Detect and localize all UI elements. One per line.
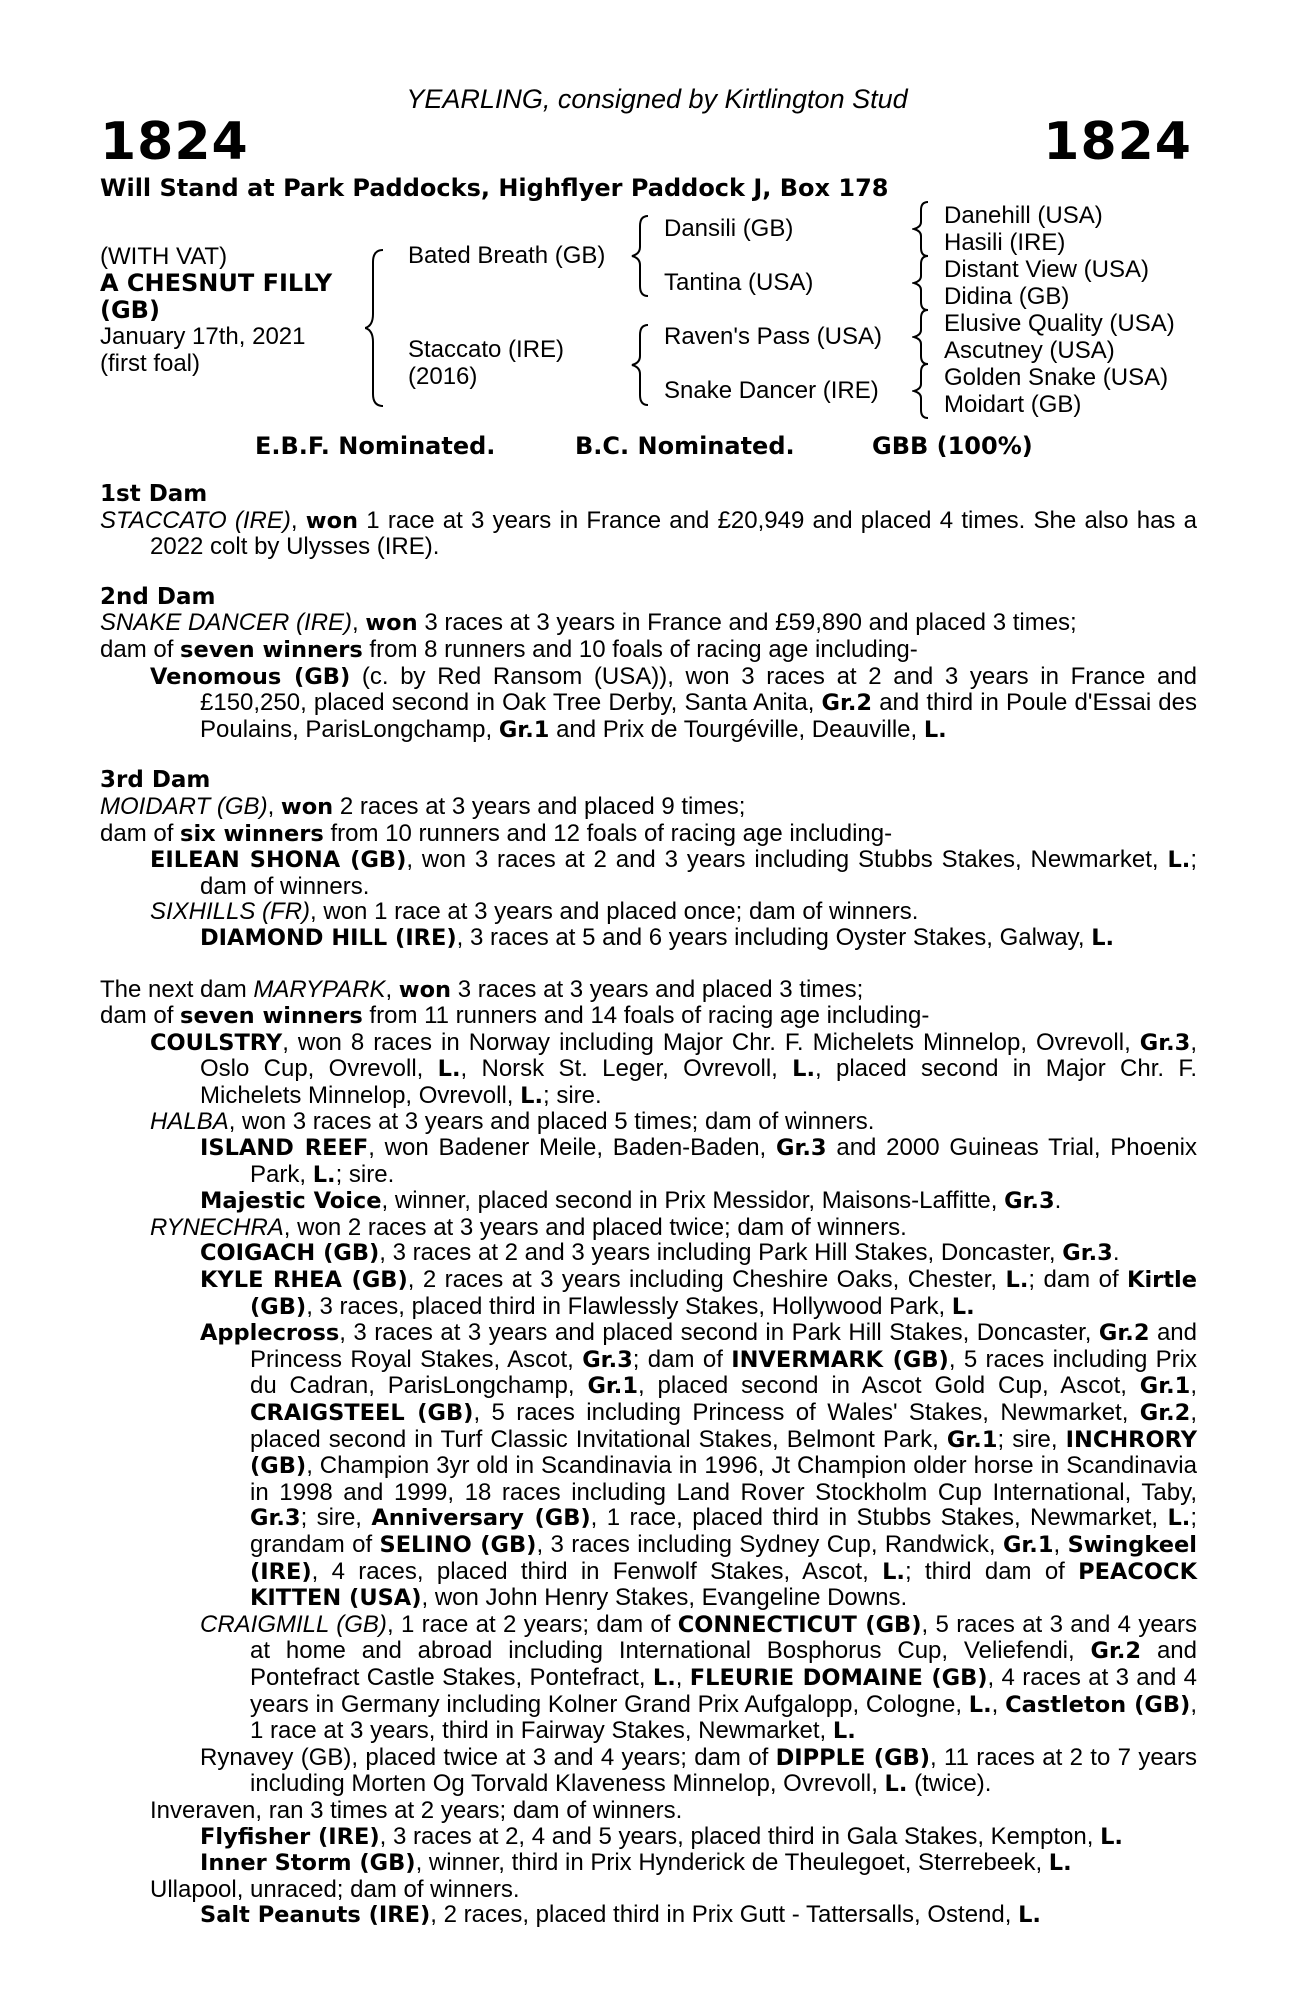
ebf-nomination: E.B.F. Nominated. <box>255 432 496 460</box>
horse-name-line2: (GB) <box>100 296 160 324</box>
progeny-entry: Inner Storm (GB), winner, third in Prix Hynderick de Theulegoet, Sterrebeek, L. <box>200 1849 1072 1877</box>
progeny-entry: Flyfisher (IRE), 3 races at 2, 4 and 5 years, placed third in Gala Stakes, Kempton, L. <box>200 1822 1123 1850</box>
progeny-entry: Applecross, 3 races at 3 years and placed second in Park Hill Stakes, Doncaster, Gr.2 and Princess Royal Stakes, Ascot, Gr.3; dam of INVERMARK (GB), 5 races including Prix du Cadran, ParisLongchamp, Gr.1, placed second in Ascot Gold Cup, Ascot, Gr.1, CRAIGSTEEL (GB), 5 races including Princess of Wales' Stakes, Newmarket, Gr.2, placed second in Turf Classic Invitational Stakes, Belmont Park, Gr.1; sire, INCHRORY (GB), Champion 3yr old in Scandinavia in 1996, Jt Champion older horse in Scandinavia in 1998 and 1999, 18 races including Land Rover Stockholm Cup International, Taby, Gr.3; sire, Anniversary (GB), 1 race, placed third in Stubbs Stakes, Newmarket, L.; grandam of SELINO (GB), 3 races including Sydney Cup, Randwick, Gr.1, Swingkeel (IRE), 4 races, placed third in Fenwolf Stakes, Ascot, L.; third dam of PEACOCK KITTEN (USA), won John Henry Stakes, Evangeline Downs. <box>200 1319 1198 1612</box>
first-dam-heading: 1st Dam <box>100 481 208 507</box>
progeny-entry: EILEAN SHONA (GB), won 3 races at 2 and 3 years including Stubbs Stakes, Newmarket, L.; dam of winners. <box>150 846 1198 900</box>
pedigree-brace-sire <box>630 214 660 298</box>
second-dam-text: SNAKE DANCER (IRE), won 3 races at 3 years in France and £59,890 and placed 3 times; <box>100 609 1077 637</box>
bc-nomination: B.C. Nominated. <box>575 432 795 460</box>
progeny-entry: RYNECHRA, won 2 races at 3 years and placed twice; dam of winners. <box>150 1213 907 1241</box>
vat-note: (WITH VAT) <box>100 243 228 270</box>
lot-number-right: 1824 <box>1043 112 1192 172</box>
dam-sire: Raven's Pass (USA) <box>664 323 882 350</box>
pedigree-brace-g3-3 <box>912 308 938 366</box>
pedigree-brace-g3-1 <box>912 200 938 258</box>
foal-note: (first foal) <box>100 350 201 377</box>
pedigree-table <box>0 0 1314 470</box>
progeny-entry: Ullapool, unraced; dam of winners. <box>150 1875 520 1903</box>
g3-ancestor: Moidart (GB) <box>944 391 1082 418</box>
horse-name-line1: A CHESNUT FILLY <box>100 269 333 297</box>
g3-ancestor: Danehill (USA) <box>944 202 1103 229</box>
lot-number-left: 1824 <box>100 112 249 172</box>
progeny-entry: COULSTRY, won 8 races in Norway including Major Chr. F. Michelets Minnelop, Ovrevoll, Gr.3, Oslo Cup, Ovrevoll, L., Norsk St. Leger, Ovrevoll, L., placed second in Major Chr. F. Michelets Minnelop, Ovrevoll, L.; sire. <box>150 1028 1197 1109</box>
progeny-entry: Inveraven, ran 3 times at 2 years; dam of winners. <box>150 1796 683 1824</box>
second-dam-heading: 2nd Dam <box>100 583 216 610</box>
progeny-entry: CRAIGMILL (GB), 1 race at 2 years; dam of CONNECTICUT (GB), 5 races at 3 and 4 years at home and abroad including International Bosphorus Cup, Veliefendi, Gr.2 and Pontefract Castle Stakes, Pontefract, L., FLEURIE DOMAINE (GB), 4 races at 3 and 4 years in Germany including Kolner Grand Prix Aufgalopp, Cologne, L., Castleton (GB), 1 race at 3 years, third in Fairway Stakes, Newmarket, L. <box>200 1610 1198 1745</box>
g3-ancestor: Distant View (USA) <box>944 256 1149 283</box>
sire-dam: Tantina (USA) <box>664 269 814 296</box>
pedigree-brace-g3-4 <box>912 362 938 420</box>
pedigree-notes <box>100 482 1197 1929</box>
sire-sire: Dansili (GB) <box>664 215 794 242</box>
third-dam-produce: dam of six winners from 10 runners and 12 foals of racing age including- <box>100 819 893 847</box>
pedigree-brace-dam <box>630 323 660 407</box>
progeny-entry: KYLE RHEA (GB), 2 races at 3 years including Cheshire Oaks, Chester, L.; dam of Kirtle (GB), 3 races, placed third in Flawlessly Stakes, Hollywood Park, L. <box>200 1266 1198 1320</box>
progeny-entry: DIAMOND HILL (IRE), 3 races at 5 and 6 years including Oyster Stakes, Galway, L. <box>200 923 1115 951</box>
sire-name: Bated Breath (GB) <box>408 242 606 269</box>
g3-ancestor: Elusive Quality (USA) <box>944 310 1175 337</box>
progeny-entry: Rynavey (GB), placed twice at 3 and 4 years; dam of DIPPLE (GB), 11 races at 2 to 7 years including Morten Og Torvald Klaveness Minnelop, Ovrevoll, L. (twice). <box>200 1743 1198 1798</box>
dam-dam: Snake Dancer (IRE) <box>664 377 879 404</box>
dam-name: Staccato (IRE) <box>408 336 565 363</box>
pedigree-brace-main <box>365 248 395 408</box>
progeny-entry: SIXHILLS (FR), won 1 race at 3 years and placed once; dam of winners. <box>150 898 919 926</box>
pedigree-brace-g3-2 <box>912 254 938 312</box>
third-dam-heading: 3rd Dam <box>100 767 211 794</box>
g3-ancestor: Didina (GB) <box>944 283 1070 310</box>
fourth-dam-produce: dam of seven winners from 11 runners and 14 foals of racing age including- <box>100 1002 930 1030</box>
stand-location: Will Stand at Park Paddocks, Highflyer Paddock J, Box 178 <box>100 174 889 202</box>
g3-ancestor: Hasili (IRE) <box>944 229 1066 256</box>
second-dam-produce: dam of seven winners from 8 runners and 10 foals of racing age including- <box>100 635 918 663</box>
foaled-date: January 17th, 2021 <box>100 323 306 350</box>
dam-year: (2016) <box>408 363 478 390</box>
gbb-status: GBB (100%) <box>872 432 1033 460</box>
third-dam-text: MOIDART (GB), won 2 races at 3 years and placed 9 times; <box>100 792 746 820</box>
consignment-line: YEARLING, consigned by Kirtlington Stud <box>406 84 908 114</box>
progeny-entry: COIGACH (GB), 3 races at 2 and 3 years including Park Hill Stakes, Doncaster, Gr.3. <box>200 1239 1120 1267</box>
g3-ancestor: Ascutney (USA) <box>944 337 1115 364</box>
progeny-entry: Salt Peanuts (IRE), 2 races, placed third in Prix Gutt - Tattersalls, Ostend, L. <box>200 1901 1041 1929</box>
progeny-entry: ISLAND REEF, won Badener Meile, Baden-Baden, Gr.3 and 2000 Guineas Trial, Phoenix Park, L.; sire. <box>200 1134 1198 1188</box>
progeny-entry: Majestic Voice, winner, placed second in Prix Messidor, Maisons-Laffitte, Gr.3. <box>200 1187 1062 1215</box>
fourth-dam-text: The next dam MARYPARK, won 3 races at 3 years and placed 3 times; <box>100 975 864 1003</box>
progeny-entry: HALBA, won 3 races at 3 years and placed 5 times; dam of winners. <box>150 1108 875 1136</box>
progeny-entry: Venomous (GB) (c. by Red Ransom (USA)), won 3 races at 2 and 3 years in France and £150,250, placed second in Oak Tree Derby, Santa Anita, Gr.2 and third in Poule d'Essai des Poulains, ParisLongchamp, Gr.1 and Prix de Tourgéville, Deauville, L. <box>150 662 1197 743</box>
first-dam-text: STACCATO (IRE), won 1 race at 3 years in France and £20,949 and placed 4 times. She also has a 2022 colt by Ulysses (IRE). <box>100 506 1197 561</box>
g3-ancestor: Golden Snake (USA) <box>944 364 1169 391</box>
